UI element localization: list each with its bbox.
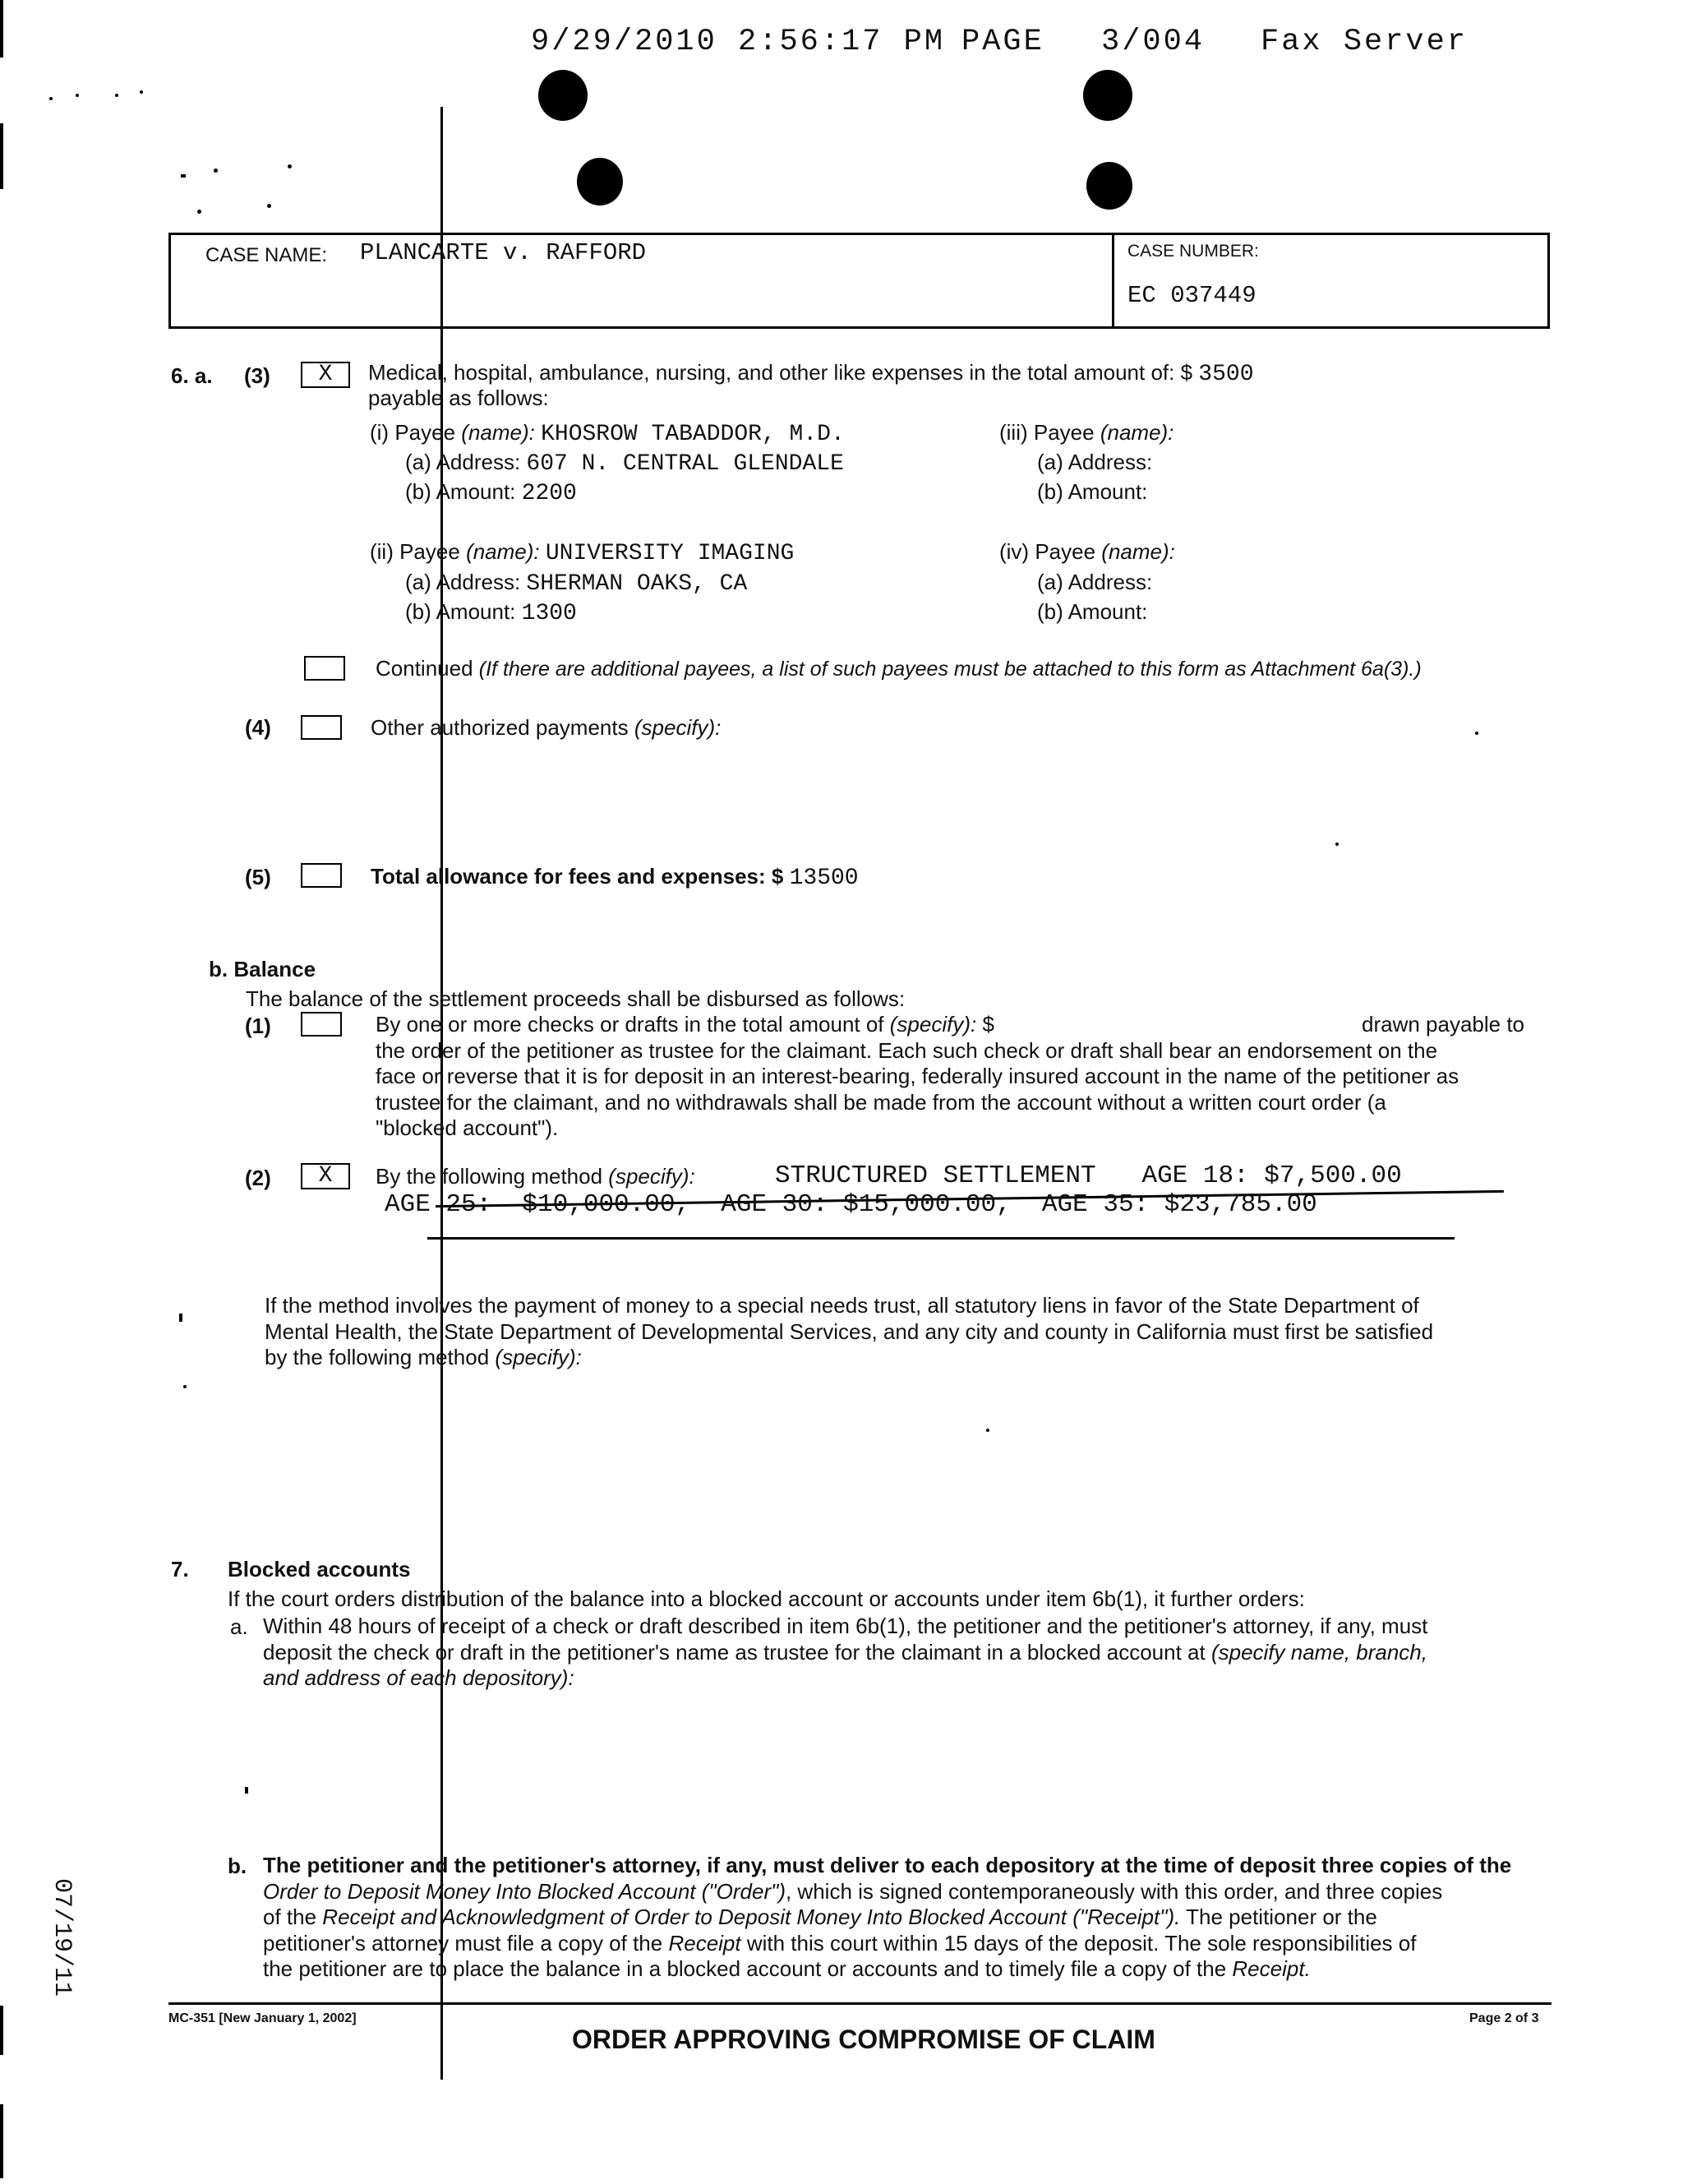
item-6a5-number: (5)	[245, 865, 271, 889]
payee-4-amount-label: (b) Amount:	[1037, 599, 1148, 624]
scan-speck	[49, 97, 53, 100]
scan-speck	[245, 1787, 248, 1794]
balance-opt1-line3: face or reverse that it is for deposit in an interest-bearing, federally insured account in the name of the petitioner as	[376, 1064, 1459, 1088]
item-7b-line3-italic: Receipt and Acknowledgment of Order to Deposit Money Into Blocked Account ("Receipt").	[322, 1905, 1181, 1929]
item-7b-line1: The petitioner and the petitioner's attorney, if any, must deliver to each depository at the time of deposit three copies of the	[263, 1853, 1512, 1877]
payee-4-label	[999, 539, 1175, 565]
payee-1-amount-label: (b) Amount:	[405, 479, 516, 504]
payee-3-name-label: (name):	[1100, 420, 1174, 445]
item-7b-line5-a: the petitioner are to place the balance in a blocked account or accounts and to timely file a copy of the	[263, 1956, 1227, 1981]
case-name-value: PLANCARTE v. RAFFORD	[360, 239, 647, 266]
item-7b-line2-italic: Order to Deposit Money Into Blocked Account ("Order")	[263, 1878, 786, 1904]
payee-3-amount-label: (b) Amount:	[1037, 479, 1148, 504]
medical-expenses-text	[368, 360, 1254, 387]
punch-hole	[1086, 162, 1132, 210]
continued-row	[376, 656, 1422, 681]
item-6a3-number: (3)	[244, 363, 270, 388]
payee-1-address-label: (a) Address:	[405, 450, 521, 474]
scan-speck	[76, 94, 79, 97]
special-needs-paragraph	[265, 1293, 1563, 1371]
payee-1-name-label: (name):	[461, 420, 535, 445]
punch-hole	[577, 158, 623, 205]
edge-mark	[0, 0, 3, 58]
payee-3-title: (iii) Payee	[999, 420, 1095, 445]
scan-speck	[197, 210, 201, 214]
total-allowance-value: 13500	[789, 866, 859, 891]
payee-1-address: 607 N. CENTRAL GLENDALE	[526, 451, 844, 477]
continued-checkbox[interactable]	[304, 656, 345, 681]
punch-hole	[1083, 70, 1132, 121]
payee-3-address-label: (a) Address:	[1037, 450, 1153, 474]
payee-2-address-label: (a) Address:	[405, 570, 521, 594]
payee-1-title: (i) Payee	[370, 420, 456, 445]
item-7b-line2	[263, 1879, 1594, 1905]
item-7b-line5-italic: Receipt.	[1232, 1956, 1311, 1981]
total-allowance-row	[371, 864, 859, 891]
structured-method-label: By the following method	[376, 1164, 603, 1189]
payee-2-address-row	[405, 570, 747, 597]
scan-speck	[267, 204, 271, 208]
edge-mark	[0, 2006, 3, 2055]
structured-method-spec: (specify):	[608, 1164, 695, 1189]
payee-1-address-row	[405, 450, 844, 477]
item-6a-number: 6. a.	[171, 363, 213, 388]
balance-opt2-number: (2)	[245, 1166, 271, 1190]
payee-2-address: SHERMAN OAKS, CA	[526, 571, 748, 597]
payee-2-name-label: (name):	[466, 539, 540, 564]
item-7a-line2	[263, 1640, 1578, 1666]
balance-opt1-text-b: drawn payable to	[1362, 1012, 1525, 1037]
payee-2-amount-label: (b) Amount:	[405, 599, 516, 624]
item-7b-line3-a: of the	[263, 1905, 317, 1929]
footer-rule	[168, 2002, 1552, 2005]
payee-1-label	[370, 420, 845, 447]
structured-value-line1: STRUCTURED SETTLEMENT AGE 18: $7,500.00	[775, 1161, 1402, 1190]
payee-2-label	[370, 539, 794, 566]
case-number-label: CASE NUMBER:	[1127, 242, 1259, 261]
medical-expenses-checkbox[interactable]: X	[301, 362, 350, 388]
payee-2-amount-row	[405, 599, 577, 626]
continued-label: Continued	[376, 656, 473, 681]
punch-hole	[538, 70, 588, 121]
continued-note: (If there are additional payees, a list of such payees must be attached to this form as Attachment 6a(3).)	[478, 658, 1422, 681]
item-7a-line1: Within 48 hours of receipt of a check or draft described in item 6b(1), the petitioner and the petitioner's attorney, if any, must	[263, 1614, 1428, 1638]
payee-2-amount: 1300	[521, 601, 577, 626]
payee-2-name: UNIVERSITY IMAGING	[545, 541, 795, 566]
balance-opt1-dollar: $	[982, 1012, 994, 1037]
scan-speck	[288, 164, 292, 169]
structured-method-label-row	[376, 1164, 695, 1189]
item-7b-line3	[263, 1905, 1594, 1931]
balance-opt1-text-a: By one or more checks or drafts in the total amount of	[376, 1012, 884, 1037]
scan-speck	[1335, 843, 1339, 846]
special-needs-line3	[265, 1345, 1563, 1371]
item-7b-line4	[263, 1931, 1594, 1957]
special-needs-line1: If the method involves the payment of money to a special needs trust, all statutory liens in favor of the State Department of	[265, 1293, 1419, 1318]
scan-speck	[179, 1314, 182, 1322]
item-7b-line4-italic: Receipt	[668, 1930, 741, 1955]
page-indicator: Page 2 of 3	[1469, 2011, 1539, 2025]
fax-server: Fax Server	[1261, 25, 1469, 59]
payee-1-amount: 2200	[521, 481, 577, 506]
special-needs-line3-text: by the following method	[265, 1345, 490, 1369]
structured-settlement-checkbox[interactable]: X	[301, 1163, 350, 1189]
balance-opt1-spec: (specify):	[889, 1012, 977, 1037]
item-7a-label: a.	[230, 1614, 248, 1639]
total-allowance-checkbox[interactable]	[301, 863, 342, 888]
other-payments-label: Other authorized payments	[371, 715, 629, 740]
balance-opt1-number: (1)	[245, 1014, 271, 1038]
balance-intro: The balance of the settlement proceeds shall be disbursed as follows:	[246, 986, 906, 1011]
side-date-stamp: 07/19/11	[48, 1878, 76, 1997]
medical-expenses-total: 3500	[1198, 362, 1254, 387]
scan-speck	[115, 94, 118, 97]
scan-speck	[183, 1385, 187, 1388]
item-7b-line5	[263, 1956, 1594, 1983]
payee-4-title: (iv) Payee	[999, 539, 1096, 564]
scan-speck	[214, 169, 218, 173]
item-7b-line4-a: petitioner's attorney must file a copy of the	[263, 1930, 663, 1955]
scan-speck	[140, 90, 143, 94]
balance-opt1-line2: the order of the petitioner as trustee for the claimant. Each such check or draft shall bear an endorsement on the	[376, 1037, 1438, 1063]
blocked-accounts-intro: If the court orders distribution of the balance into a blocked account or accounts under item 6b(1), it further orders:	[228, 1586, 1305, 1611]
fax-datetime: 9/29/2010 2:56:17 PM	[531, 25, 946, 59]
balance-heading: b. Balance	[209, 957, 316, 981]
fax-page-label: PAGE	[961, 25, 1044, 59]
payee-1-amount-row	[405, 479, 577, 506]
payee-2-title: (ii) Payee	[370, 539, 460, 564]
other-payments-row	[371, 715, 721, 741]
scan-speck	[1475, 732, 1478, 735]
blocked-accounts-heading: Blocked accounts	[228, 1557, 411, 1581]
case-name-label: CASE NAME:	[205, 244, 328, 266]
item-7a-line2-text: deposit the check or draft in the petitioner's name as trustee for the claimant in a blocked account at	[263, 1639, 1206, 1665]
item-7b-label: b.	[228, 1854, 247, 1878]
payee-3-label	[999, 420, 1173, 446]
payee-4-name-label: (name):	[1101, 539, 1175, 564]
item-7b-line2-text: , which is signed contemporaneously with this order, and three copies	[785, 1878, 1443, 1904]
item-7a-paragraph	[263, 1614, 1578, 1692]
form-title: ORDER APPROVING COMPROMISE OF CLAIM	[572, 2025, 1155, 2054]
structured-underline-2	[427, 1237, 1455, 1240]
balance-opt1-line5: "blocked account").	[376, 1115, 559, 1140]
form-id: MC-351 [New January 1, 2002]	[168, 2011, 357, 2025]
payee-1-name: KHOSROW TABADDOR, M.D.	[541, 422, 845, 447]
total-allowance-label: Total allowance for fees and expenses: $	[371, 864, 784, 889]
item-7b-line4-b: with this court within 15 days of the deposit. The sole responsibilities of	[746, 1930, 1417, 1955]
other-payments-spec: (specify):	[634, 715, 722, 740]
special-needs-line2: Mental Health, the State Department of Developmental Services, and any city and county in California must first be satisfied	[265, 1318, 1434, 1344]
other-payments-checkbox[interactable]	[301, 715, 342, 740]
payee-4-address-label: (a) Address:	[1037, 570, 1153, 594]
medical-expenses-label: Medical, hospital, ambulance, nursing, and other like expenses in the total amount of: $	[368, 360, 1193, 385]
item-7a-line2-spec: (specify name, branch,	[1210, 1639, 1427, 1665]
case-box-divider	[1112, 235, 1114, 326]
balance-checks-checkbox[interactable]	[301, 1012, 342, 1037]
edge-mark	[0, 2104, 3, 2178]
balance-opt1-line4: trustee for the claimant, and no withdrawals shall be made from the account without a written court order (a	[376, 1089, 1386, 1115]
structured-value-line2: AGE 25: $10,000.00, AGE 30: $15,000.00, AGE 35: $23,785.00	[385, 1190, 1317, 1219]
scan-speck	[181, 174, 186, 178]
balance-opt1-paragraph	[376, 1012, 1567, 1142]
item-7a-line3: and address of each depository):	[263, 1665, 574, 1690]
item-7-number: 7.	[171, 1557, 189, 1581]
fax-page-number: 3/004	[1101, 25, 1206, 59]
item-7b-paragraph	[263, 1853, 1594, 1983]
edge-mark	[0, 123, 3, 189]
case-number-value: EC 037449	[1127, 282, 1256, 309]
payable-as-follows: payable as follows:	[368, 386, 549, 410]
balance-opt1-line1	[376, 1012, 1567, 1038]
special-needs-spec: (specify):	[495, 1345, 582, 1369]
item-6a4-number: (4)	[245, 715, 271, 740]
scan-speck	[986, 1429, 989, 1432]
item-7b-line3-b: The petitioner or the	[1186, 1905, 1377, 1929]
